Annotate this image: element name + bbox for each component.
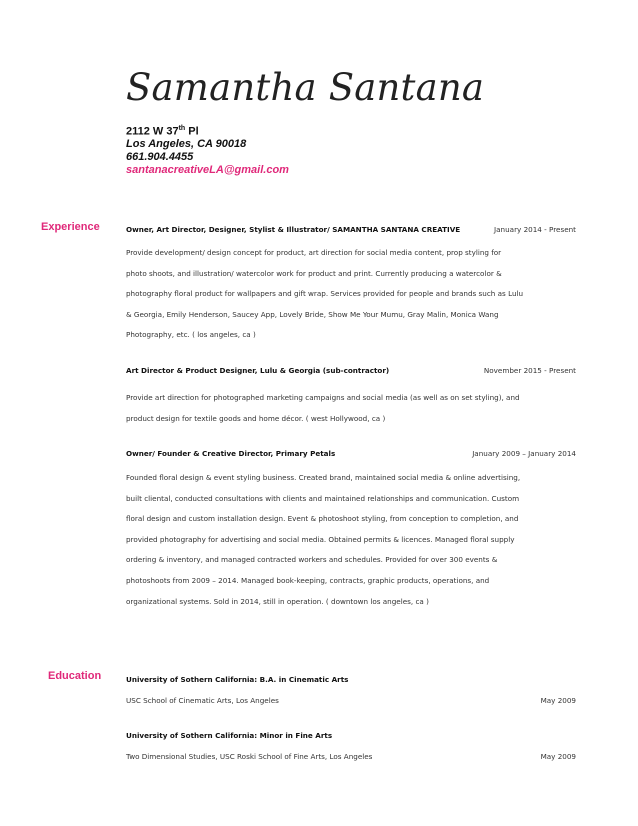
education-heading: Education [48,670,102,682]
description-line: Provide development/ design concept for product, art direction for social media content, prop styling for [126,248,502,257]
education-detail-1: USC School of Cinematic Arts, Los Angeles [126,696,279,705]
job-description-1 [126,243,586,346]
experience-heading: Experience [41,221,100,233]
description-line: built cliental, conducted consultations with clients and maintained relationships and communication. Custom [126,493,520,503]
street-number: 2112 W 37 [126,125,179,138]
education-title-1: University of Sothern California: B.A. in Cinematic Arts [126,675,349,684]
street-address [126,125,199,138]
candidate-name: Samantha Santana [126,66,485,109]
description-line: photography floral product for wallpapers and gift wrap. Services provided for people and brands such as Lulu [126,289,524,299]
education-title-2: University of Sothern California: Minor in Fine Arts [126,731,333,740]
job-title-1: Owner, Art Director, Designer, Stylist & Illustrator/ SAMANTHA SANTANA CREATIVE [126,225,461,234]
description-line: Photography, etc. ( los angeles, ca ) [126,330,256,340]
job-date-1: January 2014 - Present [494,225,576,234]
phone-number: 661.904.4455 [126,151,194,163]
job-description-2 [126,388,586,429]
education-detail-2: Two Dimensional Studies, USC Roski School of Fine Arts, Los Angeles [126,752,373,761]
job-description-3 [126,468,586,612]
job-date-2: November 2015 - Present [483,366,576,375]
job-date-3: January 2009 – January 2014 [472,449,576,458]
description-line: ordering & inventory, and managed contracted workers and schedules. Provided for over 300 events & [126,555,498,565]
description-line: floral design and custom installation design. Event & photoshoot styling, from conception to completion, and [126,514,519,524]
description-line: photo shoots, and illustration/ watercolor work for product and print. Currently producing a watercolor & [126,268,502,278]
job-title-3: Owner/ Founder & Creative Director, Primary Petals [126,449,336,458]
email-link[interactable]: santanacreativeLA@gmail.com [126,164,289,176]
description-line: & Georgia, Emily Henderson, Saucey App, Lovely Bride, Show Me Your Mumu, Gray Malin, Monica Wang [126,309,499,319]
job-title-2: Art Director & Product Designer, Lulu & Georgia (sub-contractor) [126,366,390,375]
city-line: Los Angeles, CA 90018 [126,138,247,150]
street-suffix: th [178,125,186,132]
description-line: organizational systems. Sold in 2014, still in operation. ( downtown los angeles, ca ) [126,596,429,606]
street-type: Pl [185,125,199,138]
education-date-2: May 2009 [540,752,576,761]
description-line: photoshoots from 2009 – 2014. Managed book-keeping, contracts, graphic products, operations, and [126,575,490,585]
description-line: product design for textile goods and home décor. ( west Hollywood, ca ) [126,413,386,423]
description-line: Founded floral design & event styling business. Created brand, maintained social media & online advertising, [126,473,521,482]
education-date-1: May 2009 [540,696,576,705]
description-line: provided photography for advertising and social media. Obtained permits & licences. Managed floral supply [126,534,515,544]
description-line: Provide art direction for photographed marketing campaigns and social media (as well as on set styling), and [126,393,520,402]
